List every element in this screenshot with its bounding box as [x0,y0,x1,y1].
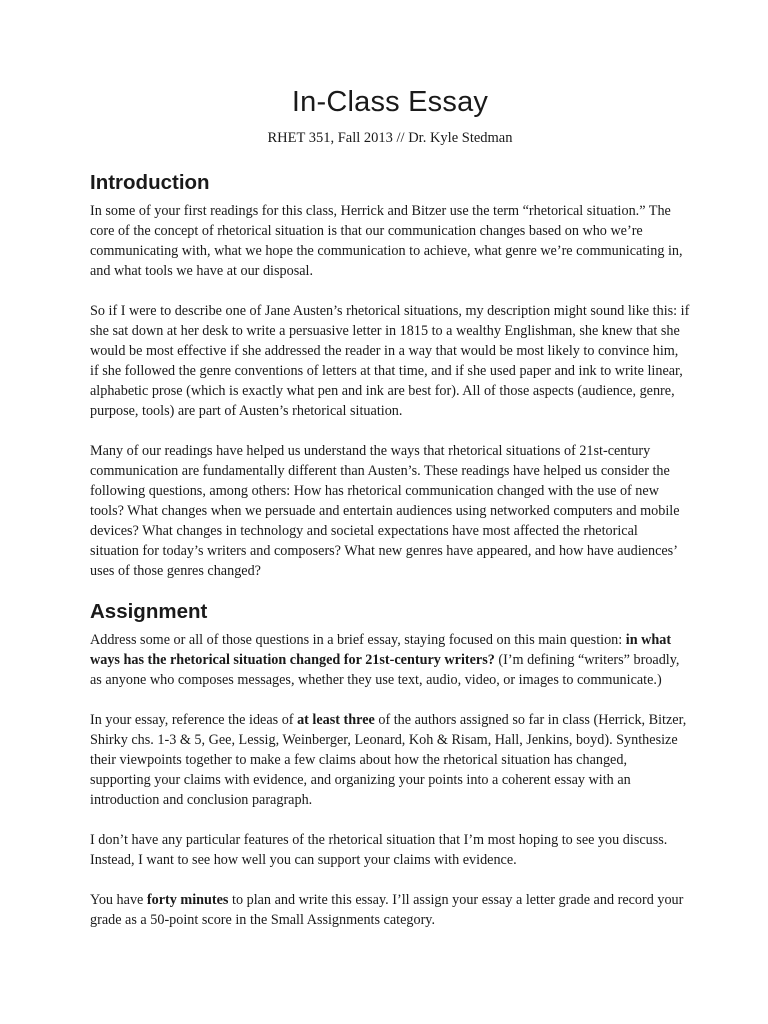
assignment-paragraph-2 [90,710,690,810]
assignment-p2-text: In your essay, reference the ideas of [90,712,298,728]
introduction-paragraph-1: In some of your first readings for this class, Herrick and Bitzer use the term “rhetorical situation.” The core of the concept of rhetorical situation is that our communication changes based on who we’re communicating with, what we hope the communication to achieve, what genre we’re communicating in, and what tools we have at our disposal. [90,203,683,279]
introduction-paragraph-3: Many of our readings have helped us understand the ways that rhetorical situations of 21st-century communication are fundamentally different than Austen’s. These readings have helped us consider the following questions, among others: How has rhetorical communication changed with the use of new tools? What changes when we persuade and entertain audiences using networked computers and mobile devices? What changes in technology and societal expectations have most affected the rhetorical situation for today’s writers and composers? What new genres have appeared, and how have audiences’ uses of those genres changed? [90,443,680,579]
page-title: In-Class Essay [291,86,489,118]
assignment-p2-text-end: of the authors assigned so far in class (Herrick, Bitzer, Shirky chs. 1-3 & 5, Gee, Lessig, Weinberger, Leonard, Koh & Risam, Hall, Jenkins, boyd). Synthesize their viewpoints together to make a few claims about how the rhetorical situation has changed, supporting your claims with evidence, and organizing your points into a coherent essay with an introduction and conclusion paragraph. [90,712,687,808]
course-info: RHET 351, Fall 2013 // Dr. Kyle Stedman [267,130,513,146]
assignment-paragraph-3: I don’t have any particular features of the rhetorical situation that I’m most hoping to see you discuss. Instead, I want to see how well you can support your claims with evidence. [90,832,668,868]
assignment-p1-text: Address some or all of those questions in a brief essay, staying focused on this main question: [90,632,626,648]
assignment-paragraph-4 [90,890,690,930]
assignment-heading: Assignment [90,600,208,623]
assignment-p1-text-end: (I’m defining “writers” broadly, as anyone who composes messages, whether they use text, audio, video, or images to communicate.) [90,652,680,688]
author-count-requirement: at least three [297,712,375,728]
introduction-heading: Introduction [90,171,210,194]
introduction-paragraph-2: So if I were to describe one of Jane Austen’s rhetorical situations, my description might sound like this: if she sat down at her desk to write a persuasive letter in 1815 to a wealthy Englishman, she knew that she would be most effective if she addressed the reader in a way that would be most likely to convince him, if she followed the genre conventions of letters at that time, and if she used paper and ink to write linear, alphabetic prose (which is exactly what pen and ink are best for). All of those aspects (audience, genre, purpose, tools) are part of Austen’s rhetorical situation. [90,303,690,419]
time-limit: forty minutes [146,892,229,908]
assignment-main-question: in what ways has the rhetorical situation changed for 21st-century writers? [90,632,672,668]
assignment-paragraph-1 [90,630,690,690]
assignment-p4-text: You have [90,892,147,908]
document-page [90,84,690,950]
assignment-p4-text-end: to plan and write this essay. I’ll assign your essay a letter grade and record your grade as a 50-point score in the Small Assignments category. [90,892,684,928]
